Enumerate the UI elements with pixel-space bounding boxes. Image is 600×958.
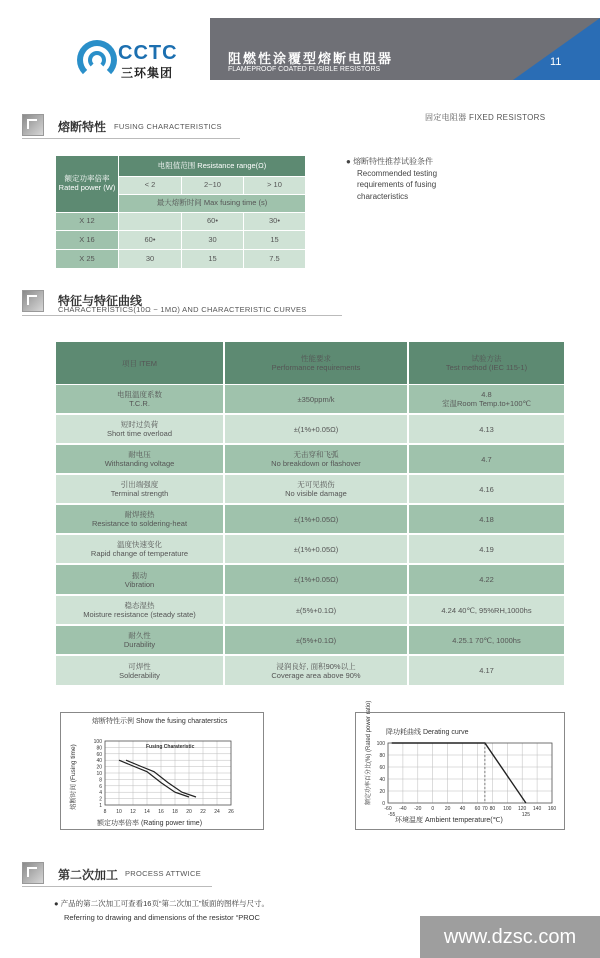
item-cell: [56, 505, 224, 533]
item-cell: [56, 385, 224, 413]
x-tick-label: 100: [503, 806, 512, 812]
x-tick-label: 80: [489, 806, 496, 812]
footer-cn: ● 产品的第二次加工可查看16页“第二次加工”版面的图样与尺寸。: [54, 899, 269, 908]
section-icon: [22, 114, 44, 136]
logo-cn-text: 三环集团: [121, 66, 174, 80]
requirement-cell-line: ±(1%+0.05Ω): [293, 514, 339, 524]
y-tick-label: 100: [93, 739, 102, 745]
item-cell: [56, 626, 224, 654]
requirement-cell: [225, 656, 408, 685]
item-cell-line: 稳态湿热: [124, 601, 155, 610]
time-cell: 15: [182, 250, 243, 268]
x-tick-label: 120: [518, 806, 527, 812]
section-title-en: CHARACTERISTICS(10Ω ~ 1MΩ) AND CHARACTERISTIC CURVES: [58, 305, 307, 314]
requirement-cell-line: ±350ppm/k: [297, 394, 335, 404]
item-cell: [56, 656, 224, 685]
item-cell-line: Durability: [123, 640, 156, 649]
time-cell: [119, 213, 181, 230]
method-cell-line: 4.13: [479, 424, 494, 434]
method-cell: [409, 475, 565, 503]
range-cell: 2~10: [182, 177, 243, 194]
requirement-cell: [225, 415, 408, 443]
y-tick-label: 1: [99, 803, 102, 809]
x-tick-label: 24: [214, 809, 220, 815]
requirement-cell-line: No visible damage: [285, 489, 347, 498]
fusing-chart-svg: [61, 713, 265, 831]
time-header: 最大熔断时间 Max fusing time (s): [119, 195, 305, 212]
x-tick-label: 16: [158, 809, 164, 815]
note-en-1: Recommended testing: [357, 168, 438, 178]
y-tick-label: 40: [96, 758, 102, 765]
y-tick-label: 8: [99, 777, 102, 784]
derating-curve: [392, 743, 526, 803]
x-tick-label: 160: [547, 806, 557, 812]
section-title-en: PROCESS ATTWICE: [125, 869, 202, 878]
y-tick-label: 100: [376, 741, 385, 747]
fusing-curve: [119, 760, 189, 797]
fusing-chart-legend: Fusing Charateristic: [146, 744, 195, 750]
derating-chart-xlabel: 环境温度 Ambient temperature(℃): [395, 817, 503, 824]
requirement-cell: [225, 565, 408, 594]
fusing-chart-xlabel: 额定功率倍率 (Rating power time): [97, 820, 203, 827]
divider: [22, 886, 212, 887]
fusing-chart-title: 熔断特性示例 Show the fusing charaterstics: [92, 718, 228, 725]
requirement-cell: [225, 626, 408, 654]
x-tick-label: -20: [414, 806, 422, 812]
item-cell-line: Short time overload: [106, 429, 173, 438]
derating-chart-ylabel: 额定功率百分比(%) (Rated power ratio): [366, 700, 372, 805]
time-cell: 7.5: [244, 250, 305, 268]
time-cell: 30: [182, 231, 243, 249]
section-icon: [22, 862, 44, 884]
item-cell-line: Terminal strength: [110, 489, 169, 498]
method-cell-line: 4.22: [479, 575, 494, 584]
note-cn: 熔断特性推荐试验条件: [353, 157, 434, 166]
requirement-cell: [225, 535, 408, 563]
item-cell-line: Rapid change of temperature: [90, 549, 189, 558]
requirement-cell-line: ±(5%+0.1Ω): [295, 605, 337, 615]
y-tick-label: 10: [96, 771, 102, 777]
table-header-line: 试验方法: [471, 354, 502, 363]
x-tick-label: 22: [200, 809, 206, 815]
method-cell-line: 室温Room Temp.to+100℃: [442, 399, 531, 408]
method-cell-line: 4.18: [479, 514, 494, 524]
requirement-cell-line: 无击穿和飞弧: [293, 450, 339, 459]
item-cell: [56, 445, 224, 473]
method-cell: [409, 415, 565, 443]
table-header: [56, 342, 224, 384]
plot-frame: [388, 743, 552, 803]
logo-inner-icon: [88, 51, 106, 69]
power-cell: X 25: [56, 250, 118, 268]
requirement-cell: [225, 385, 408, 413]
logo-text: CCTC: [118, 42, 178, 64]
requirement-cell-line: No breakdown or flashover: [271, 459, 361, 468]
section-title-en: FUSING CHARACTERISTICS: [114, 122, 222, 131]
item-cell: [56, 565, 224, 594]
item-cell-line: Solderability: [119, 670, 160, 680]
section-title-cn: 第二次加工: [58, 868, 119, 882]
range-cell: > 10: [244, 177, 305, 194]
requirement-cell-line: ±(1%+0.05Ω): [293, 575, 339, 584]
method-cell-line: 4.19: [479, 544, 494, 554]
item-cell-line: Moisture resistance (steady state): [83, 610, 196, 619]
table-header-line: 性能要求: [301, 354, 331, 363]
requirement-cell: [225, 475, 408, 503]
y-tick-label: 20: [379, 789, 385, 795]
method-cell: [409, 596, 565, 624]
x-tick-label: 26: [228, 809, 234, 815]
table-header-line: Test method (IEC 115-1): [445, 363, 528, 372]
requirement-cell-line: ±(1%+0.05Ω): [293, 424, 339, 434]
footer-en: Referring to drawing and dimensions of the resistor “PROC: [64, 913, 260, 922]
x-tick-label: 18: [172, 809, 178, 815]
x-tick-label: 12: [130, 809, 136, 815]
x-tick-label: 8: [103, 809, 107, 815]
x-extra-label: -55: [388, 812, 396, 818]
section-title-cn: 熔断特性: [58, 120, 107, 134]
x-extra-label: 125: [521, 812, 531, 818]
page-number: 11: [550, 56, 562, 68]
method-cell: [409, 385, 565, 413]
item-cell: [56, 415, 224, 443]
table-header-line: Performance requirements: [271, 363, 361, 372]
requirement-cell-line: Coverage area above 90%: [271, 670, 361, 680]
fusing-chart: [60, 712, 264, 830]
x-tick-label: -60: [384, 806, 392, 812]
y-tick-label: 80: [379, 753, 385, 759]
method-cell-line: 4.16: [479, 484, 494, 494]
y-tick-label: 6: [99, 783, 102, 790]
y-tick-label: 4: [99, 790, 102, 797]
watermark: www.dzsc.com: [420, 916, 600, 958]
divider: [22, 315, 342, 316]
item-cell-line: 耐电压: [128, 450, 151, 459]
requirement-cell: [225, 445, 408, 473]
item-cell-line: 振动: [132, 570, 147, 580]
method-cell-line: 4.24 40℃, 95%RH,1000hs: [441, 605, 532, 615]
x-tick-label: 20: [186, 809, 192, 815]
requirement-cell-line: ±(5%+0.1Ω): [295, 635, 337, 645]
requirement-cell: [225, 505, 408, 533]
x-tick-label: 0: [431, 806, 435, 812]
table-header: [225, 342, 408, 384]
table-header: [409, 342, 565, 384]
requirement-cell-line: 浸润良好, 面积90%以上: [276, 661, 356, 671]
method-cell-line: 4.25.1 70℃, 1000hs: [452, 635, 521, 645]
x-tick-label: 60: [474, 806, 481, 812]
requirement-cell-line: ±(1%+0.05Ω): [293, 544, 339, 554]
method-cell: [409, 535, 565, 563]
footer-cn-text: 产品的第二次加工可查看16页“第二次加工”版面的图样与尺寸。: [60, 899, 269, 908]
time-cell: 30: [119, 250, 181, 268]
table-header-line: 项目 ITEM: [122, 358, 157, 368]
time-cell: 15: [244, 231, 305, 249]
item-cell-line: T.C.R.: [129, 399, 150, 408]
item-cell: [56, 535, 224, 563]
time-cell: 30•: [244, 213, 305, 230]
note-en-2: requirements of fusing: [357, 180, 437, 190]
divider: [22, 138, 240, 139]
power-cell: X 12: [56, 213, 118, 230]
y-tick-label: 60: [379, 765, 385, 771]
x-tick-label: 40: [459, 806, 466, 812]
method-cell-line: 4.17: [479, 666, 494, 675]
method-cell-line: 4.8: [481, 390, 492, 399]
fusing-chart-ylabel: 熔断时间 (Fusing time): [70, 744, 77, 810]
y-tick-label: 80: [96, 745, 102, 752]
power-cell: X 16: [56, 231, 118, 249]
page-subtitle: FLAMEPROOF COATED FUSIBLE RESISTORS: [228, 66, 381, 73]
item-cell-line: 耐焊接热: [124, 510, 155, 519]
method-cell-line: 4.7: [481, 454, 492, 464]
range-cell: < 2: [119, 177, 181, 194]
y-tick-label: 40: [379, 777, 385, 783]
method-cell: [409, 656, 565, 685]
item-cell-line: 电阻温度系数: [117, 390, 162, 399]
range-header: 电阻值范围 Resistance range(Ω): [119, 156, 305, 176]
item-cell-line: Vibration: [124, 579, 155, 589]
section-title-cn: 特征与特征曲线: [58, 294, 143, 308]
item-cell: [56, 596, 224, 624]
y-tick-label: 20: [96, 764, 102, 771]
item-cell-line: 引出端强度: [120, 480, 159, 489]
section-icon: [22, 290, 44, 312]
y-tick-label: 2: [99, 796, 102, 803]
x-tick-label: 10: [116, 809, 122, 815]
item-cell-line: 温度快速变化: [117, 540, 162, 549]
rated-power-header: 额定功率倍率 Rated power (W): [56, 156, 118, 212]
item-cell-line: 可焊性: [128, 661, 151, 671]
time-cell: 60•: [182, 213, 243, 230]
method-cell: [409, 505, 565, 533]
item-cell-line: 耐久性: [128, 631, 151, 640]
method-cell: [409, 565, 565, 594]
method-cell: [409, 445, 565, 473]
requirement-cell: [225, 596, 408, 624]
item-cell-line: Resistance to soldering-heat: [91, 519, 188, 528]
fixed-resistors-label: 固定电阻器 FIXED RESISTORS: [425, 113, 546, 122]
y-tick-label: 0: [382, 801, 385, 807]
note-en-3: characteristics: [357, 191, 409, 201]
requirement-cell-line: 无可见损伤: [297, 480, 335, 489]
page-title: 阻燃性涂覆型熔断电阻器: [228, 52, 394, 67]
x-tick-label: 20: [444, 806, 451, 812]
item-cell-line: 短时过负荷: [120, 420, 159, 429]
item-cell: [56, 475, 224, 503]
derating-chart-title: 降功耗曲线 Derating curve: [386, 729, 469, 736]
item-cell-line: Withstanding voltage: [104, 459, 175, 468]
y-tick-label: 60: [96, 751, 102, 758]
x-tick-label: 14: [144, 809, 150, 815]
x-tick-label: 70: [482, 806, 488, 812]
x-tick-label: 140: [532, 806, 542, 812]
method-cell: [409, 626, 565, 654]
x-tick-label: -40: [399, 806, 407, 812]
note: ● 熔断特性推荐试验条件 Recommended testing requirements of fusing characteristics: [346, 157, 438, 201]
time-cell: 60•: [119, 231, 181, 249]
